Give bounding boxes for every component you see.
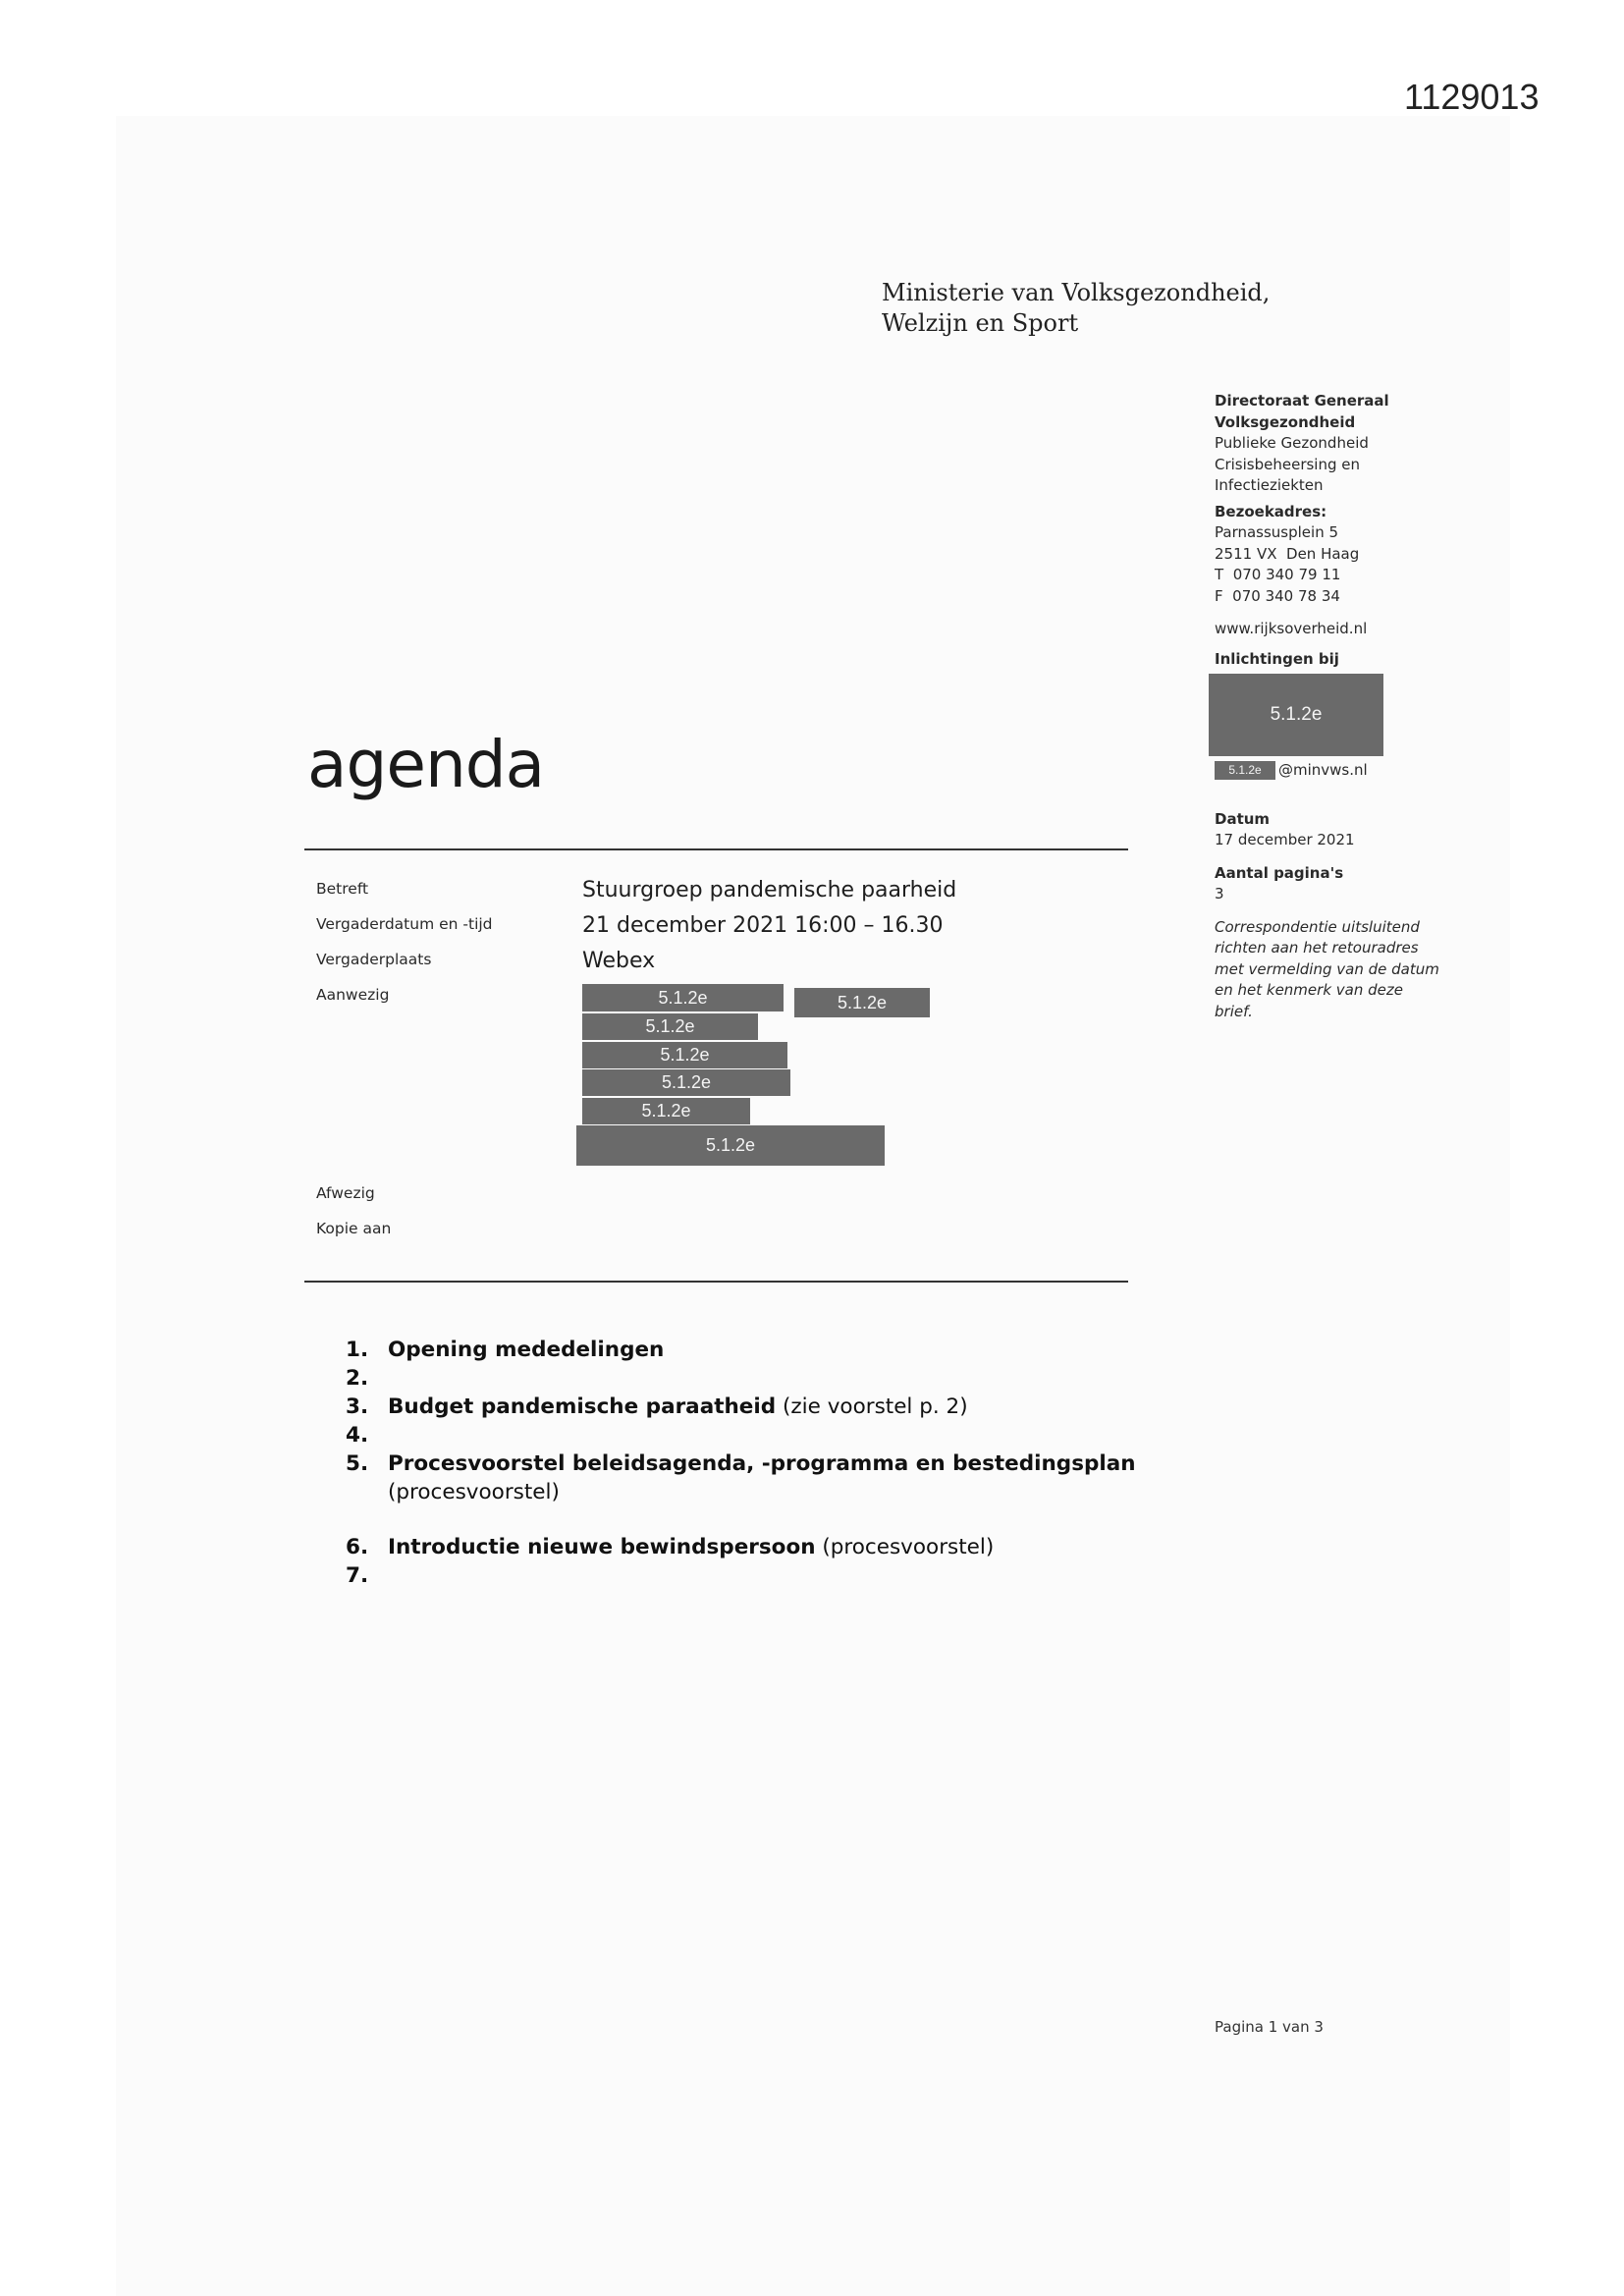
agenda-item-number: 2. <box>346 1366 369 1391</box>
directorate-line-1: Directoraat Generaal <box>1215 392 1389 410</box>
agenda-item-title: Procesvoorstel beleidsagenda, -programma en bestedingsplan <box>388 1451 1136 1476</box>
agenda-item <box>346 1336 1190 1364</box>
document-title: agenda <box>307 727 545 802</box>
date-value: 17 december 2021 <box>1215 831 1355 848</box>
ministry-line-2: Welzijn en Sport <box>882 309 1079 337</box>
ministry-logo-text <box>882 278 1270 339</box>
present-label: Aanwezig <box>316 986 390 1004</box>
agenda-list <box>346 1336 1190 1590</box>
info-label: Inlichtingen bij <box>1215 649 1339 668</box>
correspondence-note-line-2: richten aan het retouradres <box>1215 939 1419 957</box>
agenda-item <box>346 1561 1190 1590</box>
agenda-item <box>346 1449 1190 1506</box>
agenda-item-note: (zie voorstel p. 2) <box>782 1394 968 1419</box>
agenda-item-title: Budget pandemische paraatheid <box>388 1394 777 1419</box>
email-redaction: 5.1.2e <box>1215 761 1275 780</box>
agenda-item <box>346 1533 1190 1561</box>
agenda-item-number: 5. <box>346 1451 369 1476</box>
directorate-line-2: Volksgezondheid <box>1215 412 1356 431</box>
pages-label: Aantal pagina's <box>1215 863 1344 882</box>
absent-label: Afwezig <box>316 1184 375 1202</box>
attendee-redaction: 5.1.2e <box>582 1098 750 1124</box>
date-label: Datum <box>1215 809 1271 828</box>
fax-number: F 070 340 78 34 <box>1215 586 1340 605</box>
agenda-item <box>346 1421 1190 1449</box>
agenda-item-number: 4. <box>346 1423 369 1448</box>
agenda-item-number: 3. <box>346 1394 369 1419</box>
phone-number: T 070 340 79 11 <box>1215 566 1341 583</box>
agenda-item <box>346 1364 1190 1393</box>
department-line-3: Infectieziekten <box>1215 476 1324 494</box>
attendee-redaction: 5.1.2e <box>582 1013 758 1040</box>
department-line-1: Publieke Gezondheid <box>1215 434 1369 452</box>
agenda-item-number: 6. <box>346 1535 369 1559</box>
datetime-value: 21 december 2021 16:00 – 16.30 <box>582 913 944 938</box>
agenda-item-title: Opening mededelingen <box>388 1338 665 1362</box>
place-value: Webex <box>582 949 656 973</box>
ministry-line-1: Ministerie van Volksgezondheid, <box>882 279 1271 306</box>
attendee-redaction: 5.1.2e <box>794 988 930 1017</box>
attendee-redaction: 5.1.2e <box>582 1042 787 1068</box>
document-number: 1129013 <box>1404 77 1540 117</box>
subject-label: Betreft <box>316 880 369 898</box>
attendee-redaction: 5.1.2e <box>576 1125 885 1166</box>
subject-value: Stuurgroep pandemische paarheid <box>582 878 957 902</box>
email-suffix: @minvws.nl <box>1278 761 1368 779</box>
agenda-item-title: Introductie nieuwe bewindspersoon <box>388 1535 816 1559</box>
sender-sidebar <box>1215 391 1480 1022</box>
correspondence-note-line-1: Correspondentie uitsluitend <box>1215 917 1420 936</box>
attendee-redaction: 5.1.2e <box>582 984 784 1011</box>
email-row <box>1215 760 1480 782</box>
page-footer: Pagina 1 van 3 <box>1215 2018 1324 2036</box>
info-contact-redaction: 5.1.2e <box>1209 674 1383 756</box>
address-line-1: Parnassusplein 5 <box>1215 523 1339 541</box>
datetime-label: Vergaderdatum en -tijd <box>316 915 493 933</box>
copy-to-label: Kopie aan <box>316 1220 392 1237</box>
place-label: Vergaderplaats <box>316 951 432 968</box>
pages-value: 3 <box>1215 885 1224 902</box>
correspondence-note-line-4: en het kenmerk van deze <box>1215 981 1403 999</box>
header-divider-top <box>304 848 1128 850</box>
correspondence-note-line-5: brief. <box>1215 1002 1253 1020</box>
agenda-item-note: (procesvoorstel) <box>388 1480 560 1504</box>
visit-address-label: Bezoekadres: <box>1215 502 1327 520</box>
address-line-2: 2511 VX Den Haag <box>1215 544 1360 563</box>
agenda-item <box>346 1393 1190 1421</box>
agenda-item-number: 1. <box>346 1338 369 1362</box>
agenda-item-note: (procesvoorstel) <box>822 1535 995 1559</box>
department-line-2: Crisisbeheersing en <box>1215 455 1361 473</box>
header-divider-bottom <box>304 1281 1128 1283</box>
agenda-item-number: 7. <box>346 1563 369 1588</box>
attendee-redaction: 5.1.2e <box>582 1069 790 1096</box>
website-link[interactable]: www.rijksoverheid.nl <box>1215 620 1368 637</box>
correspondence-note-line-3: met vermelding van de datum <box>1215 959 1439 978</box>
